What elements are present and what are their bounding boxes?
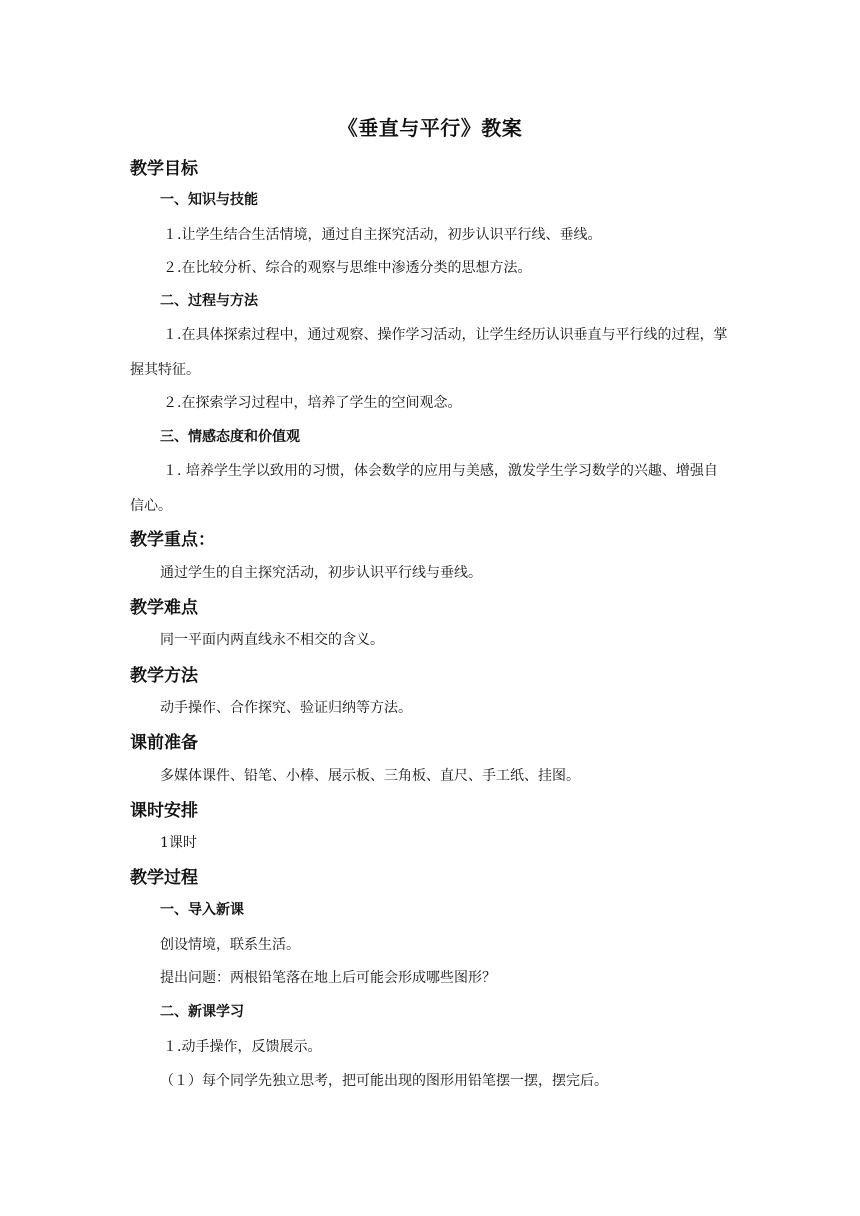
methods-text: 动手操作、合作探究、验证归纳等方法。 — [160, 700, 412, 716]
new-lesson-line-2: （１）每个同学先独立思考，把可能出现的图形用铅笔摆一摆，摆完后。 — [160, 1073, 608, 1089]
preparation-text: 多媒体课件、铅笔、小棒、展示板、三角板、直尺、手工纸、挂图。 — [160, 768, 580, 784]
difficulties-text: 同一平面内两直线永不相交的含义。 — [160, 632, 384, 648]
heading-preparation: 课前准备 — [130, 733, 198, 753]
new-lesson-line-1: １.动手操作，反馈展示。 — [163, 1039, 322, 1055]
heading-schedule: 课时安排 — [130, 801, 198, 821]
heading-procedure: 教学过程 — [130, 868, 198, 888]
subheading-intro: 一、导入新课 — [160, 902, 244, 918]
heading-key-points: 教学重点： — [130, 530, 215, 550]
schedule-text: 1课时 — [160, 835, 197, 851]
attitude-item-1: １. 培养学生学以致用的习惯，体会数学的应用与美感，激发学生学习数学的兴趣、增强自信心。 — [130, 463, 718, 514]
heading-methods: 教学方法 — [130, 666, 198, 686]
subheading-attitude-values: 三、情感态度和价值观 — [160, 429, 300, 445]
knowledge-item-2: ２.在比较分析、综合的观察与思维中渗透分类的思想方法。 — [163, 260, 532, 276]
intro-line-2: 提出问题：两根铅笔落在地上后可能会形成哪些图形？ — [160, 970, 496, 986]
subheading-process-methods: 二、过程与方法 — [160, 293, 258, 309]
process-item-1: １.在具体探索过程中，通过观察、操作学习活动，让学生经历认识垂直与平行线的过程，掌握其特征。 — [130, 327, 728, 378]
intro-line-1: 创设情境，联系生活。 — [160, 937, 300, 953]
document-title: 《垂直与平行》教案 — [337, 116, 523, 140]
key-points-text: 通过学生的自主探究活动，初步认识平行线与垂线。 — [160, 565, 482, 581]
heading-teaching-goals: 教学目标 — [130, 159, 198, 179]
knowledge-item-1: １.让学生结合生活情境，通过自主探究活动，初步认识平行线、垂线。 — [163, 227, 602, 243]
process-item-2: ２.在探索学习过程中，培养了学生的空间观念。 — [163, 395, 462, 411]
heading-difficulties: 教学难点 — [130, 598, 198, 618]
subheading-new-lesson: 二、新课学习 — [160, 1004, 244, 1020]
subheading-knowledge-skills: 一、知识与技能 — [160, 192, 258, 208]
